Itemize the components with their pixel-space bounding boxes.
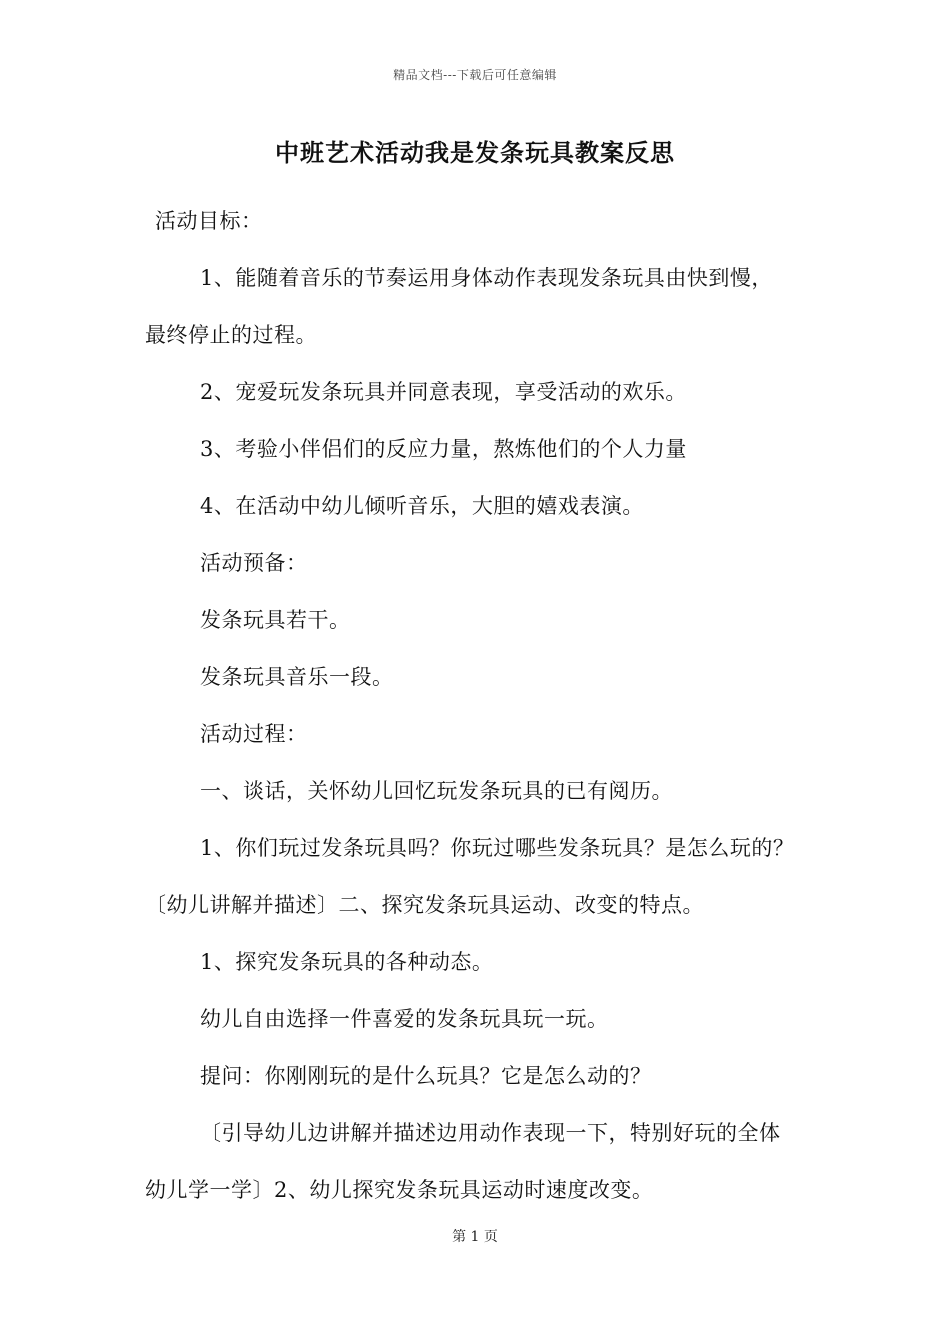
paragraph-process-heading: 活动过程： bbox=[200, 722, 308, 746]
paragraph-explore-guide: 〔引导幼儿边讲解并描述边用动作表现一下，特别好玩的全体 bbox=[200, 1121, 781, 1145]
paragraph-goal-3: 3、考验小伴侣们的反应力量，熬炼他们的个人力量 bbox=[200, 437, 687, 461]
paragraph-process-2: 〔幼儿讲解并描述〕二、探究发条玩具运动、改变的特点。 bbox=[145, 893, 704, 917]
paragraph-prep-2: 发条玩具音乐一段。 bbox=[200, 665, 394, 689]
paragraph-explore-choose: 幼儿自由选择一件喜爱的发条玩具玩一玩。 bbox=[200, 1007, 609, 1031]
page-number: 第 1 页 bbox=[452, 1229, 498, 1245]
paragraph-goal-2: 2、宠爱玩发条玩具并同意表现，享受活动的欢乐。 bbox=[200, 380, 687, 404]
paragraph-goal-heading: 活动目标： bbox=[155, 209, 263, 233]
paragraph-goal-4: 4、在活动中幼儿倾听音乐，大胆的嬉戏表演。 bbox=[200, 494, 644, 518]
paragraph-prep-1: 发条玩具若干。 bbox=[200, 608, 351, 632]
paragraph-prep-heading: 活动预备： bbox=[200, 551, 308, 575]
document-title: 中班艺术活动我是发条玩具教案反思 bbox=[275, 138, 675, 167]
paragraph-goal-1: 1、能随着音乐的节奏运用身体动作表现发条玩具由快到慢， bbox=[200, 266, 773, 290]
paragraph-explore-1: 1、探究发条玩具的各种动态。 bbox=[200, 950, 494, 974]
header-note: 精品文档---下载后可任意编辑 bbox=[393, 68, 557, 82]
paragraph-explore-ask: 提问：你刚刚玩的是什么玩具？它是怎么动的？ bbox=[200, 1064, 652, 1088]
paragraph-explore-guide-cont: 幼儿学一学〕2、幼儿探究发条玩具运动时速度改变。 bbox=[145, 1178, 654, 1202]
paragraph-process-1: 一、谈话，关怀幼儿回忆玩发条玩具的已有阅历。 bbox=[200, 779, 673, 803]
paragraph-goal-1-cont: 最终停止的过程。 bbox=[145, 323, 317, 347]
paragraph-process-question: 1、你们玩过发条玩具吗？你玩过哪些发条玩具？是怎么玩的？ bbox=[200, 836, 795, 860]
